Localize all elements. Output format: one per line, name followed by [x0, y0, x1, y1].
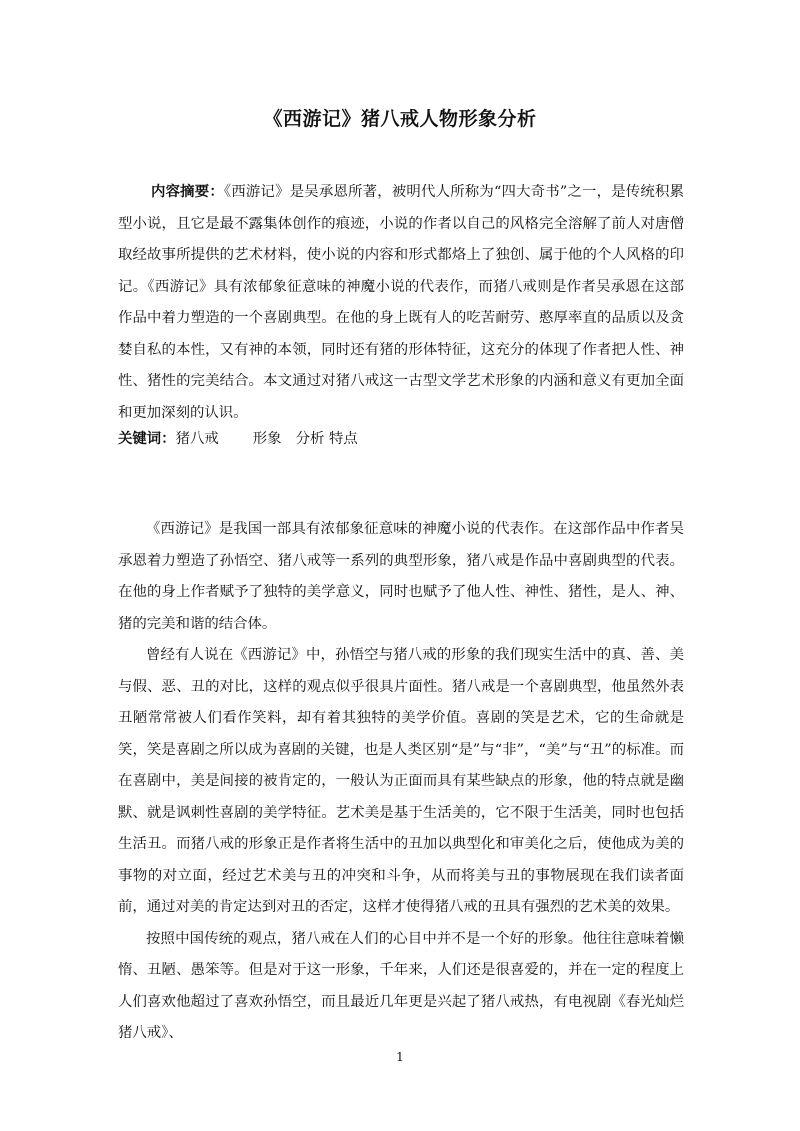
- body-text: [118, 514, 684, 1050]
- abstract-label: 内容摘要：: [151, 184, 224, 200]
- body-paragraph: 按照中国传统的观点，猪八戒在人们的心目中并不是一个好的形象。他往往意味着懒惰、丑陋、愚笨等。但是对于这一形象，千年来，人们还是很喜爱的，并在一定的程度上人们喜欢他超过了喜欢孙悟空，而且最近几年更是兴起了猪八戒热，有电视剧《春光灿烂猪八戒》、: [118, 930, 684, 1041]
- keywords-line: [118, 425, 684, 453]
- document-title: 《西游记》猪八戒人物形象分析: [263, 108, 537, 130]
- page-number: 1: [396, 1050, 404, 1064]
- abstract-paragraph: [118, 177, 684, 429]
- abstract-text: 《西游记》是吴承恩所著，被明代人所称为“四大奇书”之一，是传统积累型小说，且它是最不露集体创作的痕迹，小说的作者以自己的风格完全溶解了前人对唐僧取经故事所提供的艺术材料，使小说的内容和形式都烙上了独创、属于他的个人风格的印记。《西游记》具有浓郁象征意味的神魔小说的代表作，而猪八戒则是作者吴承恩在这部作品中着力塑造的一个喜剧典型。在他的身上既有人的吃苦耐劳、憨厚率直的品质以及贪婪自私的本性，又有神的本领，同时还有猪的形体特征，这充分的体现了作者把人性、神性、猪性的完美结合。本文通过对猪八戒这一古型文学艺术形象的内涵和意义有更加全面和更加深刻的认识。: [118, 184, 684, 421]
- keyword-item: 猪八戒: [175, 431, 219, 447]
- keyword-item: 分析: [295, 431, 325, 447]
- keyword-item: 特点: [328, 431, 358, 447]
- keyword-item: 形象: [252, 431, 282, 447]
- body-paragraph: 《西游记》是我国一部具有浓郁象征意味的神魔小说的代表作。在这部作品中作者吴承恩着力塑造了孙悟空、猪八戒等一系列的典型形象，猪八戒是作品中喜剧典型的代表。在他的身上作者赋予了独特的美学意义，同时也赋予了他人性、神性、猪性，是人、神、猪的完美和谐的结合体。: [118, 521, 684, 632]
- body-paragraph: 曾经有人说在《西游记》中，孙悟空与猪八戒的形象的我们现实生活中的真、善、美与假、恶、丑的对比，这样的观点似乎很具片面性。猪八戒是一个喜剧典型，他虽然外表丑陋常常被人们看作笑料，却有着其独特的美学价值。喜剧的笑是艺术，它的生命就是笑，笑是喜剧之所以成为喜剧的关键，也是人类区别“是”与“非”，“美”与“丑”的标准。而在喜剧中，美是间接的被肯定的，一般认为正面而具有某些缺点的形象，他的特点就是幽默、就是讽刺性喜剧的美学特征。艺术美是基于生活美的，它不限于生活美，同时也包括生活丑。而猪八戒的形象正是作者将生活中的丑加以典型化和审美化之后，使他成为美的事物的对立面，经过艺术美与丑的冲突和斗争，从而将美与丑的事物展现在我们读者面前，通过对美的肯定达到对丑的否定，这样才使得猪八戒的丑具有强烈的艺术美的效果。: [118, 647, 684, 915]
- keywords-label: 关键词：: [118, 431, 176, 447]
